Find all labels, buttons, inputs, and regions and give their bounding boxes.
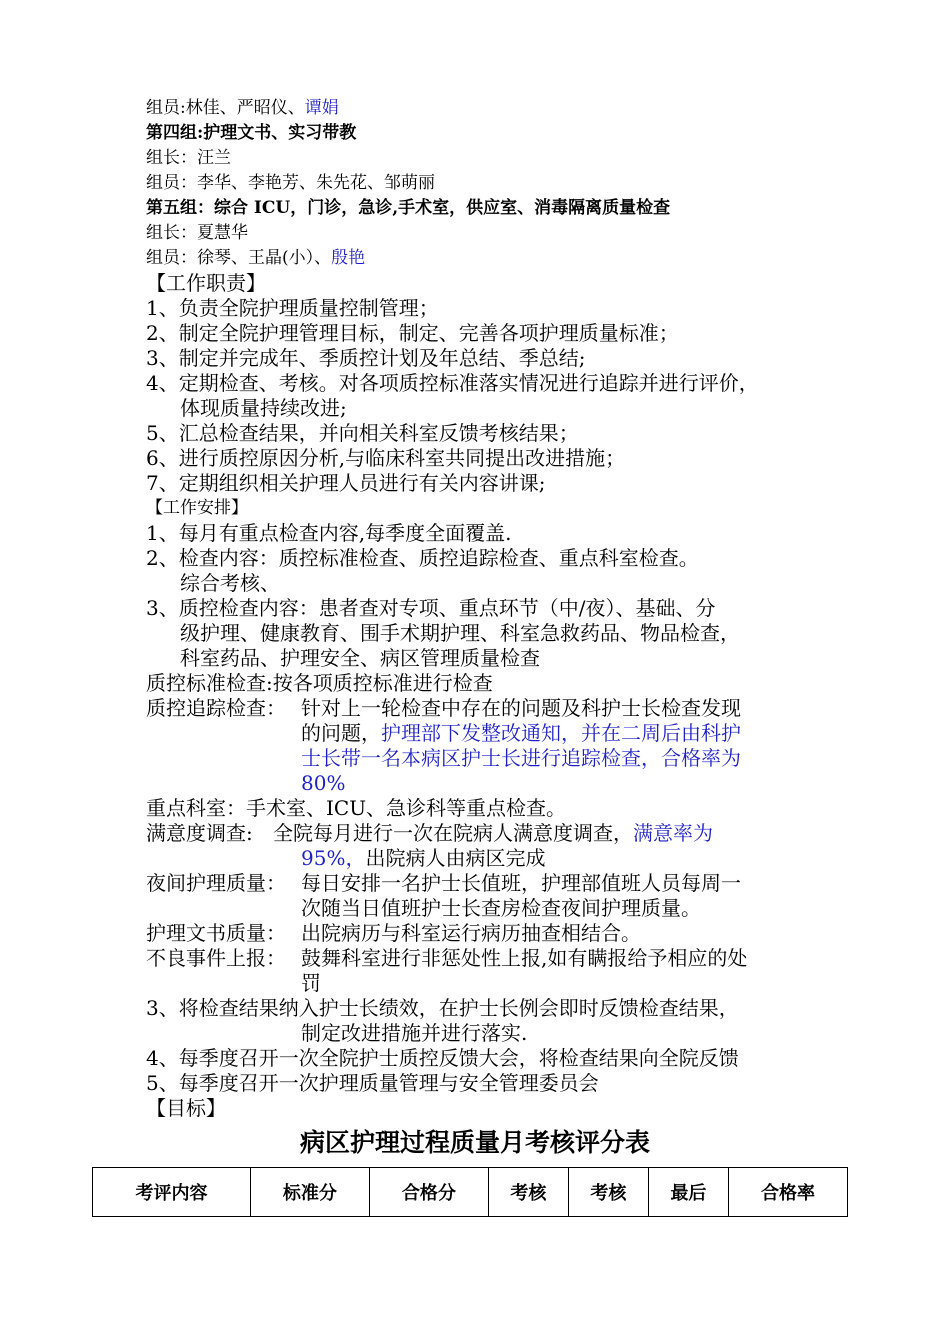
tracking-highlight: 护理部下发整改通知，并在二周后由科护	[381, 721, 741, 745]
duty-item: 1、负责全院护理质量控制管理；	[146, 296, 439, 320]
tracking-rate: 80%	[301, 771, 346, 795]
duty-item: 5、汇总检查结果，并向相关科室反馈考核结果；	[146, 421, 579, 445]
arrangement-item-3: 3、质控检查内容：患者查对专项、重点环节（中/夜）、基础、分	[146, 596, 716, 620]
group5-leader: 组长：夏慧华	[146, 223, 248, 243]
arrangement-item-3b: 3、将检查结果纳入护士长绩效，在护士长例会即时反馈检查结果，	[146, 996, 739, 1020]
arrangement-heading: 【工作安排】	[146, 498, 248, 518]
arrangement-item-2-continuation: 综合考核、	[180, 571, 280, 595]
arrangement-item-3b-continuation: 制定改进措施并进行落实.	[301, 1021, 528, 1045]
tracking-text: 的问题，护理部下发整改通知，并在二周后由科护	[301, 721, 741, 745]
group3-members-highlight: 谭娟	[304, 98, 339, 118]
group5-members-highlight: 殷艳	[331, 248, 366, 268]
duty-item: 6、进行质控原因分析,与临床科室共同提出改进措施；	[146, 446, 626, 470]
docs-label: 护理文书质量：	[146, 921, 286, 945]
table-header-cell: 最后	[648, 1168, 728, 1217]
duty-item: 2、制定全院护理管理目标，制定、完善各项护理质量标准；	[146, 321, 679, 345]
duties-heading: 【工作职责】	[146, 271, 266, 295]
group4-heading: 第四组:护理文书、实习带教	[146, 123, 357, 143]
night-text: 次随当日值班护士长查房检查夜间护理质量。	[301, 896, 701, 920]
duty-item: 4、定期检查、考核。对各项质控标准落实情况进行追踪并进行评价，	[146, 371, 759, 395]
adverse-text: 鼓舞科室进行非惩处性上报,如有瞒报给予相应的处	[301, 946, 748, 970]
table-header-cell: 考核	[488, 1168, 568, 1217]
adverse-text: 罚	[301, 971, 321, 995]
satisfaction-text: 全院每月进行一次在院病人满意度调查，满意率为	[273, 821, 713, 845]
docs-text: 出院病历与科室运行病历抽查相结合。	[301, 921, 641, 945]
key-departments: 重点科室：手术室、ICU、急诊科等重点检查。	[146, 796, 567, 820]
night-label: 夜间护理质量：	[146, 871, 286, 895]
table-header-cell: 考评内容	[93, 1168, 251, 1217]
adverse-label: 不良事件上报：	[146, 946, 286, 970]
score-table	[92, 1167, 848, 1217]
night-text: 每日安排一名护士长值班，护理部值班人员每周一	[301, 871, 741, 895]
table-header-row	[93, 1168, 848, 1217]
satisfaction-rate: 95%，	[301, 846, 366, 870]
arrangement-item-4: 4、每季度召开一次全院护士质控反馈大会，将检查结果向全院反馈	[146, 1046, 739, 1070]
arrangement-item-5: 5、每季度召开一次护理质量管理与安全管理委员会	[146, 1071, 599, 1095]
standard-check: 质控标准检查:按各项质控标准进行检查	[146, 671, 493, 695]
group5-heading: 第五组：综合 ICU，门诊，急诊,手术室，供应室、消毒隔离质量检查	[146, 198, 671, 218]
satisfaction-highlight: 满意率为	[633, 821, 713, 845]
satisfaction-text: 95%，出院病人由病区完成	[301, 846, 546, 870]
duty-item-continuation: 体现质量持续改进;	[180, 396, 347, 420]
tracking-label: 质控追踪检查：	[146, 696, 286, 720]
arrangement-item-3-continuation: 级护理、健康教育、围手术期护理、科室急救药品、物品检查，	[180, 621, 740, 645]
tracking-text: 针对上一轮检查中存在的问题及科护士长检查发现	[301, 696, 741, 720]
table-header-cell: 标准分	[250, 1168, 369, 1217]
duty-item: 7、定期组织相关护理人员进行有关内容讲课;	[146, 471, 546, 495]
table-title: 病区护理过程质量月考核评分表	[299, 1128, 650, 1157]
duty-item: 3、制定并完成年、季质控计划及年总结、季总结;	[146, 346, 586, 370]
group5-members: 组员：徐琴、王晶(小）、殷艳	[146, 248, 366, 268]
table-header-cell: 考核	[568, 1168, 648, 1217]
arrangement-item-3-continuation: 科室药品、护理安全、病区管理质量检查	[180, 646, 540, 670]
arrangement-item-1: 1、每月有重点检查内容,每季度全面覆盖.	[146, 521, 512, 545]
table-header-cell: 合格率	[728, 1168, 847, 1217]
tracking-highlight: 士长带一名本病区护士长进行追踪检查，合格率为	[301, 746, 741, 770]
satisfaction-label: 满意度调查:	[146, 821, 253, 845]
group3-members: 组员:林佳、严昭仪、谭娟	[146, 98, 339, 118]
goals-heading: 【目标】	[146, 1096, 226, 1120]
group4-members: 组员：李华、李艳芳、朱先花、邹萌丽	[146, 173, 435, 193]
table-header-cell: 合格分	[369, 1168, 488, 1217]
arrangement-item-2: 2、检查内容：质控标准检查、质控追踪检查、重点科室检查。	[146, 546, 699, 570]
group4-leader: 组长：汪兰	[146, 148, 231, 168]
